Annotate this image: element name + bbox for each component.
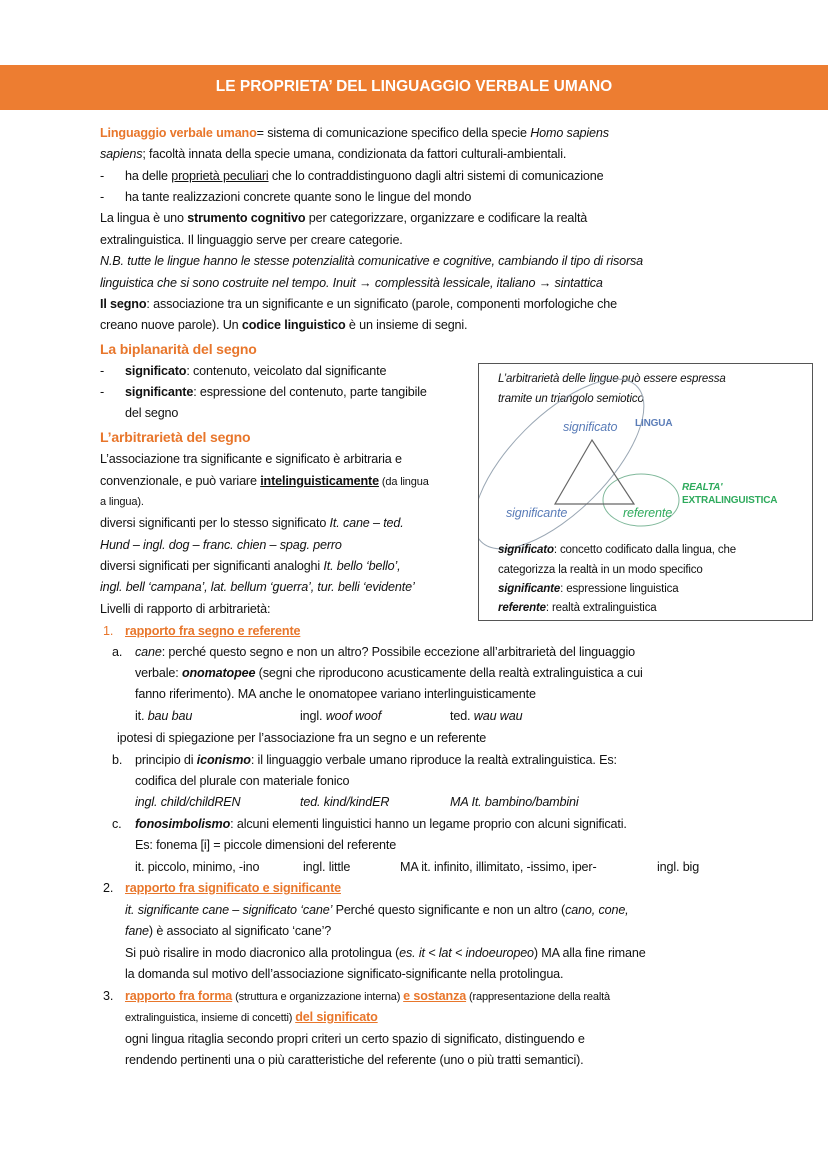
bullet-text <box>125 361 386 381</box>
term: significante <box>498 583 561 595</box>
text: proprietà peculiari <box>171 169 269 183</box>
text: rapporto fra forma <box>125 989 233 1003</box>
text: (struttura e organizzazione interna) <box>232 991 404 1003</box>
semiotic-triangle-box <box>478 363 813 621</box>
term: significato <box>498 544 554 556</box>
subsection-heading <box>125 986 610 1006</box>
text: es. it < lat < indoeuropeo <box>399 946 534 960</box>
label-referente: referente <box>623 506 673 520</box>
intro-line <box>100 144 566 164</box>
text-line: rendendo pertinenti una o più caratteristiche del referente (uno o più tratti semantici). <box>125 1053 584 1067</box>
text: : associazione tra un significante e un significato (parole, componenti morfologiche che <box>146 297 617 311</box>
text: ) è associato al significato ‘cane’? <box>148 924 332 938</box>
text: It. bello ‘bello’, <box>323 559 401 573</box>
list-marker: a. <box>112 645 123 659</box>
nb-line: N.B. tutte le lingue hanno le stesse potenzialità comunicative e cognitive, cambiando il tipo di risorsa <box>100 254 644 268</box>
text: convenzionale, e può variare <box>100 474 261 488</box>
section-heading: La biplanarità del segno <box>100 341 257 357</box>
text: it. significante cane – significato ‘cane’ <box>125 903 333 917</box>
text: intelinguisticamente <box>260 474 379 488</box>
text: (da lingua <box>378 476 429 488</box>
text: creano nuove parole). Un <box>100 318 242 332</box>
list-number: 2. <box>103 881 114 895</box>
text-line: L’associazione tra significante e significato è arbitraria e <box>100 452 402 466</box>
text: del significato <box>295 1010 378 1024</box>
example: ingl. big <box>657 860 700 874</box>
text: (segni che riproducono acusticamente della realtà extralinguistica a cui <box>255 666 643 680</box>
bullet <box>100 187 104 207</box>
text: Il segno <box>100 297 147 311</box>
example <box>300 706 381 726</box>
text: : concetto codificato dalla lingua, che <box>553 544 736 556</box>
text-line <box>125 921 331 941</box>
text: : alcuni elementi linguistici hanno un legame proprio con alcuni significati. <box>230 817 627 831</box>
text-line: fanno riferimento). MA anche le onomatopee variano interlinguisticamente <box>135 687 536 701</box>
subsection-heading: rapporto fra significato e significante <box>125 881 341 895</box>
term: referente <box>498 602 546 614</box>
text-line <box>135 750 617 770</box>
example: MA It. bambino/bambini <box>450 795 579 809</box>
text: Homo sapiens <box>530 126 609 140</box>
intro-line <box>100 294 617 314</box>
bullet-text: ha tante realizzazioni concrete quante sono le lingue del mondo <box>125 190 472 204</box>
text: it. <box>135 709 148 723</box>
bullet-text <box>125 166 604 186</box>
list-number: 1. <box>103 624 114 638</box>
text: strumento cognitivo <box>187 211 306 225</box>
text: per categorizzare, organizzare e codificare la realtà <box>305 211 588 225</box>
text: onomatopee <box>181 666 256 680</box>
dash: - <box>100 364 105 378</box>
text-line: ipotesi di spiegazione per l’associazione fra un segno e un referente <box>117 731 487 745</box>
label-realta: REALTA' <box>682 482 723 493</box>
text: sapiens <box>100 147 143 161</box>
text: wau wau <box>473 709 523 723</box>
text: : contenuto, veicolato dal significante <box>186 364 387 378</box>
text: La lingua è uno <box>100 211 188 225</box>
text-line <box>125 943 646 963</box>
text: principio di <box>135 753 197 767</box>
page-title: LE PROPRIETA’ DEL LINGUAGGIO VERBALE UMANO <box>215 78 613 95</box>
label-lingua: LINGUA <box>635 418 673 429</box>
text-line <box>135 663 643 683</box>
text: fane <box>125 924 149 938</box>
text: : il linguaggio verbale umano riproduce la realtà extralinguistica. Es: <box>250 753 617 767</box>
text-line: ingl. bell ‘campana’, lat. bellum ‘guerra’, tur. belli ‘evidente’ <box>100 580 415 594</box>
example <box>450 706 522 726</box>
text: : espressione del contenuto, parte tangibile <box>193 385 427 399</box>
subsection-heading: rapporto fra segno e referente <box>125 624 301 638</box>
text: : perché questo segno e non un altro? Possibile eccezione all’arbitrarietà del linguaggio <box>161 645 635 659</box>
dash: - <box>100 385 105 399</box>
text: diversi significati per significanti analoghi <box>100 559 324 573</box>
text: Si può risalire in modo diacronico alla protolingua ( <box>125 946 400 960</box>
box-text: tramite un triangolo semiotico <box>498 393 644 405</box>
definition <box>498 579 678 599</box>
text: ) MA alla fine rimane <box>533 946 646 960</box>
label-significato: significato <box>563 420 618 434</box>
text: cano, cone, <box>565 903 629 917</box>
text-line: la domanda sul motivo dell’associazione significato-significante nella protolingua. <box>125 967 564 981</box>
bullet <box>100 382 104 402</box>
bullet <box>100 166 104 186</box>
label-extralinguistica: EXTRALINGUISTICA <box>682 495 778 506</box>
text: ha delle <box>125 169 172 183</box>
text: significato <box>125 364 187 378</box>
term: Linguaggio verbale umano <box>100 126 257 140</box>
text-line <box>135 642 635 662</box>
text: : realtà extralinguistica <box>545 602 657 614</box>
text: ted. <box>450 709 474 723</box>
list-marker: b. <box>112 753 123 767</box>
bullet <box>100 361 104 381</box>
text: iconismo <box>196 753 251 767</box>
text-line: a lingua). <box>100 496 144 508</box>
text: significante <box>125 385 194 399</box>
text-line <box>125 900 629 920</box>
triangle <box>555 440 634 504</box>
text: : espressione linguistica <box>560 583 679 595</box>
text-line: Es: fonema [i] = piccole dimensioni del referente <box>135 838 397 852</box>
box-text: L’arbitrarietà delle lingue può essere espressa <box>498 373 726 385</box>
text: = sistema di comunicazione specifico della specie <box>256 126 531 140</box>
intro-line <box>100 208 587 228</box>
text-line <box>100 556 401 576</box>
list-marker: c. <box>112 817 122 831</box>
example: ingl. little <box>303 860 351 874</box>
bullet-text: del segno <box>125 406 179 420</box>
label-significante: significante <box>506 506 568 520</box>
text: verbale: <box>135 666 182 680</box>
text: woof woof <box>325 709 382 723</box>
nb-line: linguistica che si sono costruite nel tempo. Inuit → complessità lessicale, italiano → sintattica <box>100 276 603 290</box>
text: (rappresentazione della realtà <box>466 991 611 1003</box>
text: e sostanza <box>403 989 467 1003</box>
section-heading: L’arbitrarietà del segno <box>100 429 251 445</box>
example: it. piccolo, minimo, -ino <box>135 860 260 874</box>
text-line: Hund – ingl. dog – franc. chien – spag. perro <box>100 538 342 552</box>
dash: - <box>100 190 105 204</box>
text: diversi significanti per lo stesso significato <box>100 516 330 530</box>
text-line: Livelli di rapporto di arbitrarietà: <box>100 602 271 616</box>
definition <box>498 540 736 560</box>
intro-line <box>100 123 609 143</box>
text: ; facoltà innata della specie umana, condizionata da fattori culturali-ambientali. <box>142 147 567 161</box>
text-line: ogni lingua ritaglia secondo propri criteri un certo spazio di significato, distinguendo e <box>125 1032 585 1046</box>
intro-line: extralinguistica. Il linguaggio serve per creare categorie. <box>100 233 403 247</box>
text-line <box>125 1007 378 1027</box>
definition <box>498 598 657 618</box>
text-line: codifica del plurale con materiale fonico <box>135 774 350 788</box>
text: che lo contraddistinguono dagli altri sistemi di comunicazione <box>268 169 604 183</box>
title-banner <box>0 65 828 110</box>
text-line <box>100 471 429 491</box>
example: ted. kind/kindER <box>300 795 390 809</box>
text-line <box>135 814 627 834</box>
bullet-text <box>125 382 427 402</box>
example: MA it. infinito, illimitato, -issimo, iper- <box>400 860 597 874</box>
list-number: 3. <box>103 989 114 1003</box>
text-line <box>100 513 404 533</box>
text: Perché questo significante e non un altro ( <box>332 903 566 917</box>
example: ingl. child/childREN <box>135 795 241 809</box>
dash: - <box>100 169 105 183</box>
text: It. cane – ted. <box>329 516 404 530</box>
intro-line <box>100 315 467 335</box>
text: ingl. <box>300 709 326 723</box>
text: è un insieme di segni. <box>345 318 468 332</box>
text: cane <box>135 645 162 659</box>
example <box>135 706 192 726</box>
text: codice linguistico <box>241 318 346 332</box>
text: bau bau <box>147 709 193 723</box>
text: extralinguistica, insieme di concetti) <box>125 1012 296 1024</box>
text: fonosimbolismo <box>135 817 231 831</box>
definition: categorizza la realtà in un modo specifico <box>498 564 703 576</box>
